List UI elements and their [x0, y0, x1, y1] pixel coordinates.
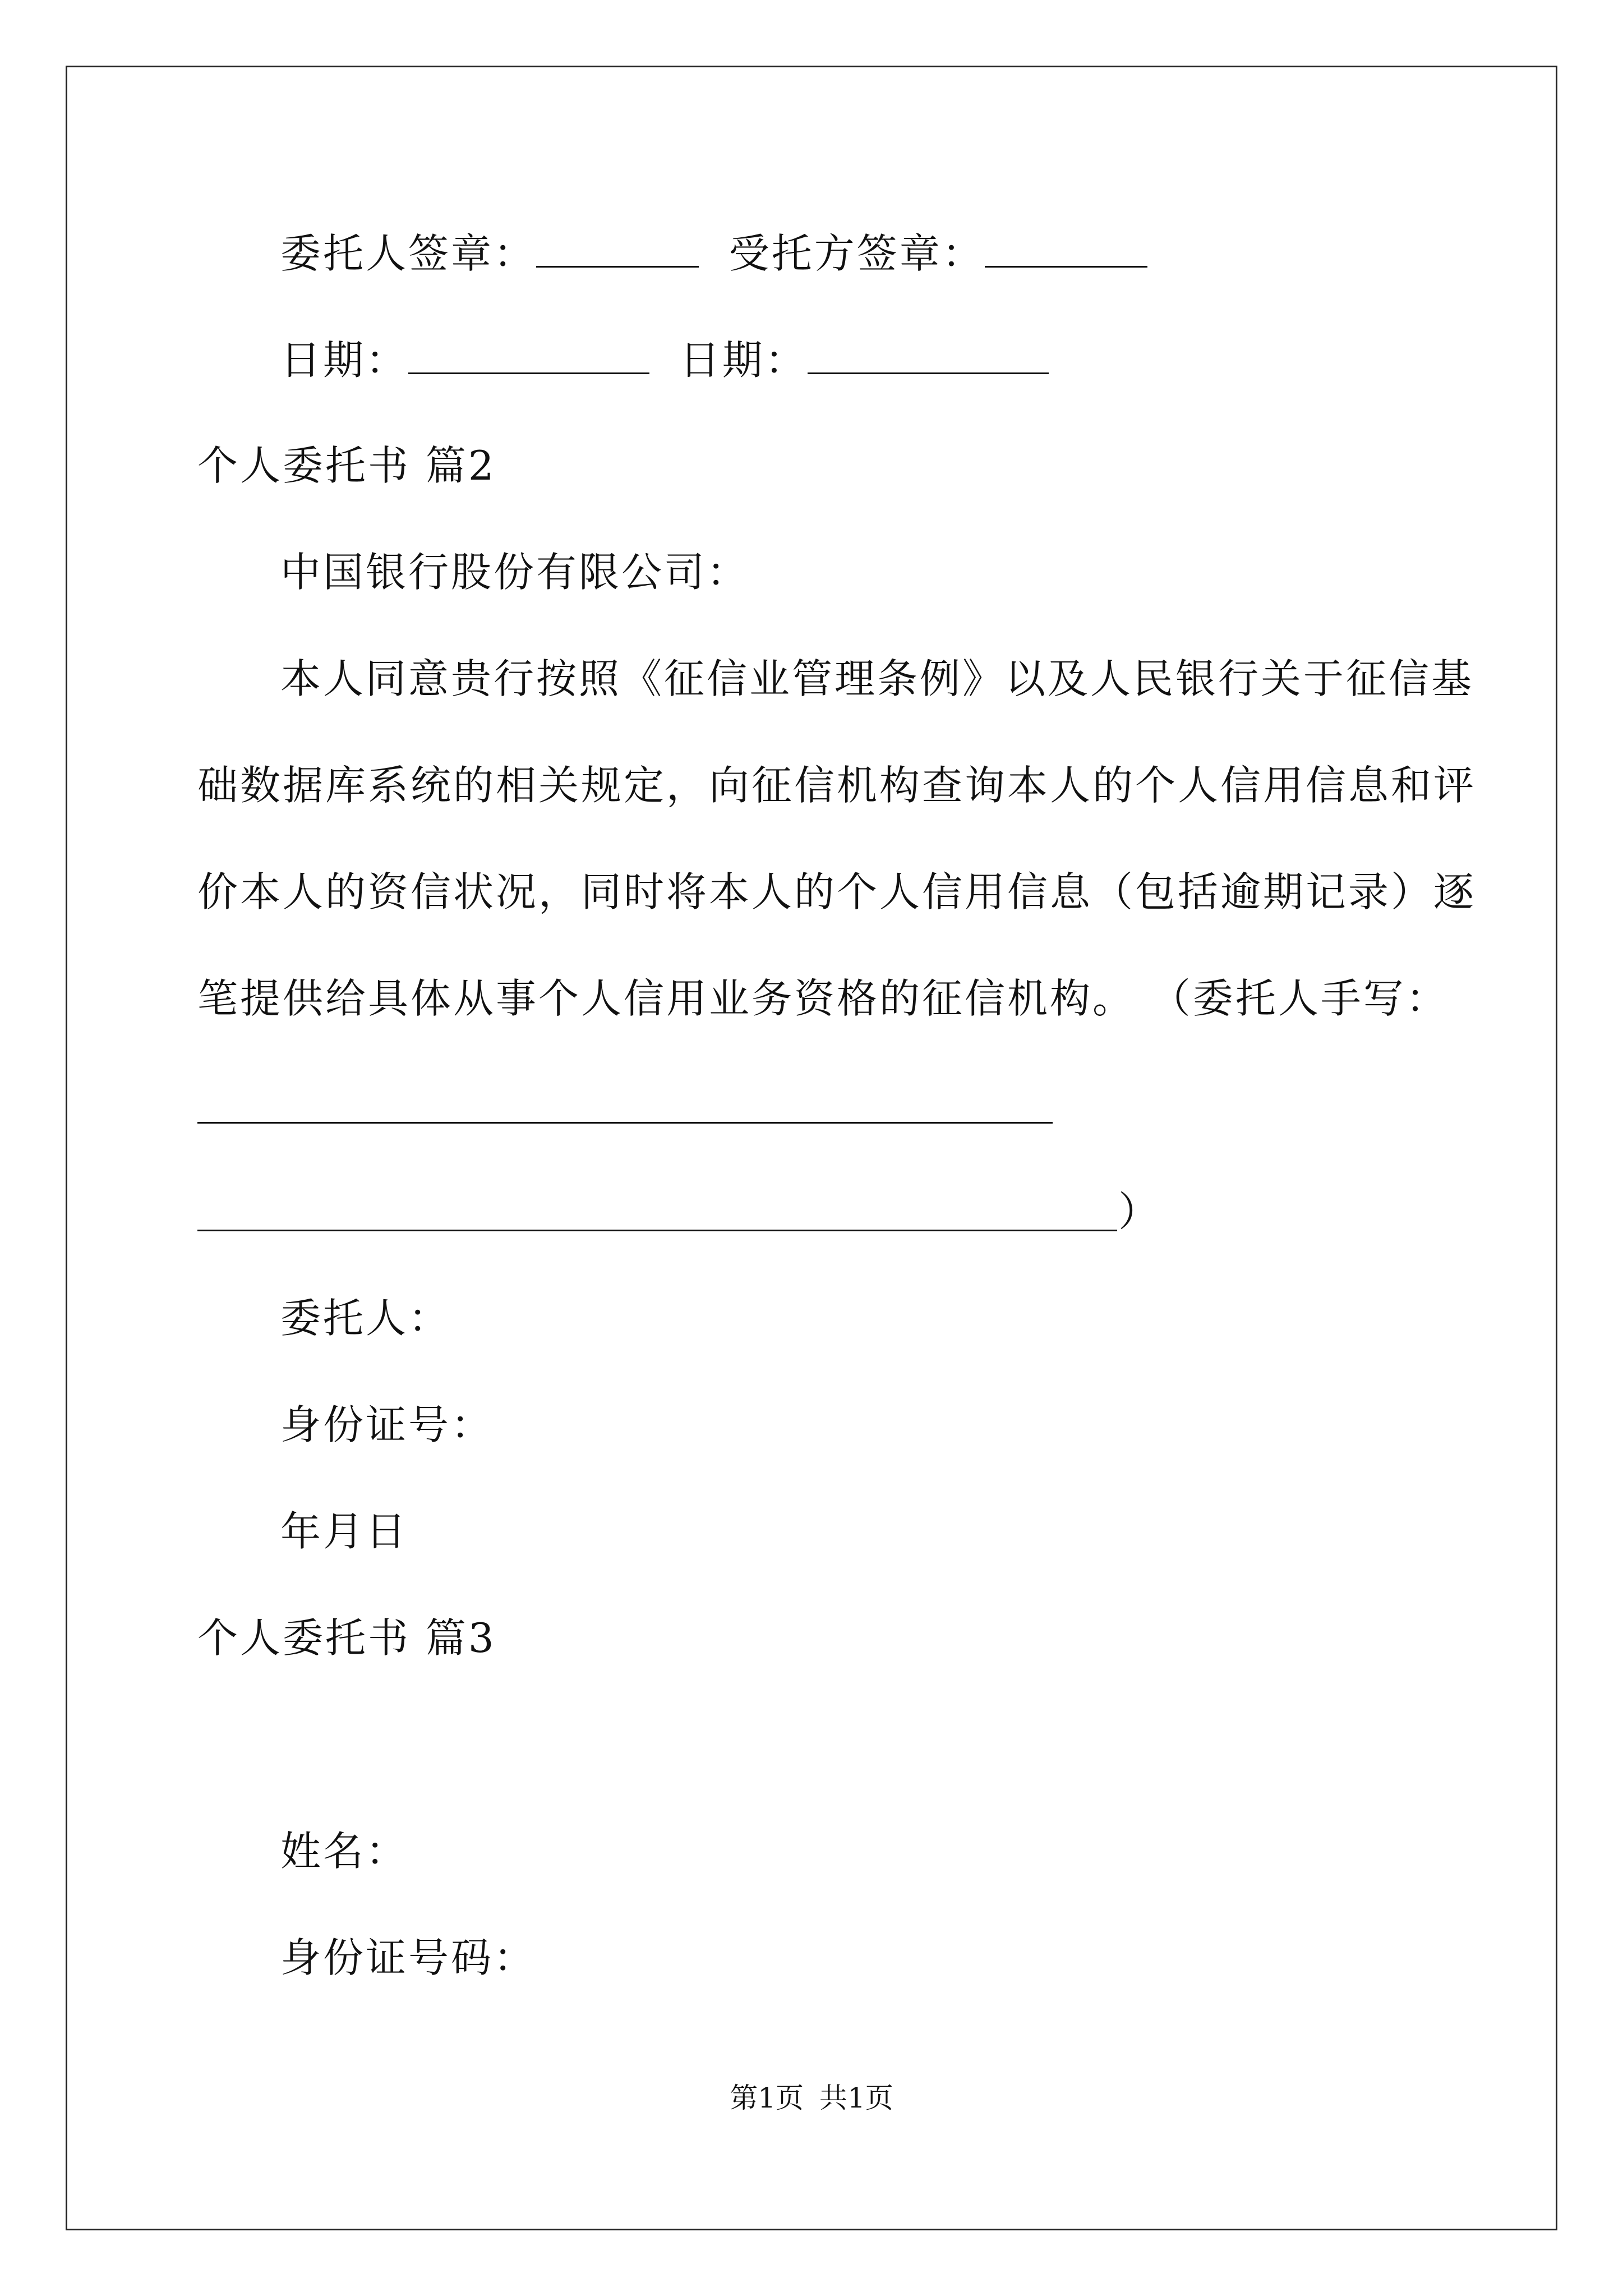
- handwriting-blank-1: [197, 1122, 1053, 1124]
- handwriting-blank-2: [197, 1230, 1117, 1231]
- signature-line: [280, 226, 1147, 280]
- body-line-4: 笔提供给具体从事个人信用业务资格的征信机构。 （委托人手写：: [197, 975, 1449, 1022]
- date-line: [280, 332, 1049, 387]
- agent-signature-label: 受托方签章：: [728, 230, 985, 277]
- id-number-label: 身份证号：: [280, 1401, 494, 1448]
- page-border: [66, 66, 1557, 2230]
- addressee: 中国银行股份有限公司：: [280, 549, 750, 596]
- date-blank-1: [408, 332, 649, 374]
- id-number-full-label: 身份证号码：: [280, 1934, 537, 1981]
- principal-signature-label: 委托人签章：: [280, 230, 537, 277]
- page-footer: 第1页 共1页: [730, 2082, 893, 2114]
- body-line-3: 价本人的资信状况，同时将本人的个人信用信息（包括逾期记录）逐: [197, 868, 1477, 915]
- principal-label: 委托人：: [280, 1295, 451, 1342]
- date-blank-2: [808, 332, 1049, 374]
- name-label: 姓名：: [280, 1828, 409, 1875]
- section-3-heading: 个人委托书 篇3: [197, 1614, 496, 1662]
- section-2-heading: 个人委托书 篇2: [197, 442, 496, 489]
- body-line-2: 础数据库系统的相关规定，向征信机构查询本人的个人信用信息和评: [197, 762, 1477, 809]
- body-line-1: 本人同意贵行按照《征信业管理条例》以及人民银行关于征信基: [280, 655, 1474, 702]
- agent-signature-blank: [985, 226, 1147, 268]
- date-label: 年月日: [280, 1508, 409, 1555]
- date-label-1: 日期：: [280, 337, 409, 384]
- closing-parenthesis: ）: [1118, 1188, 1161, 1235]
- date-label-2: 日期：: [679, 337, 808, 384]
- principal-signature-blank: [536, 226, 699, 268]
